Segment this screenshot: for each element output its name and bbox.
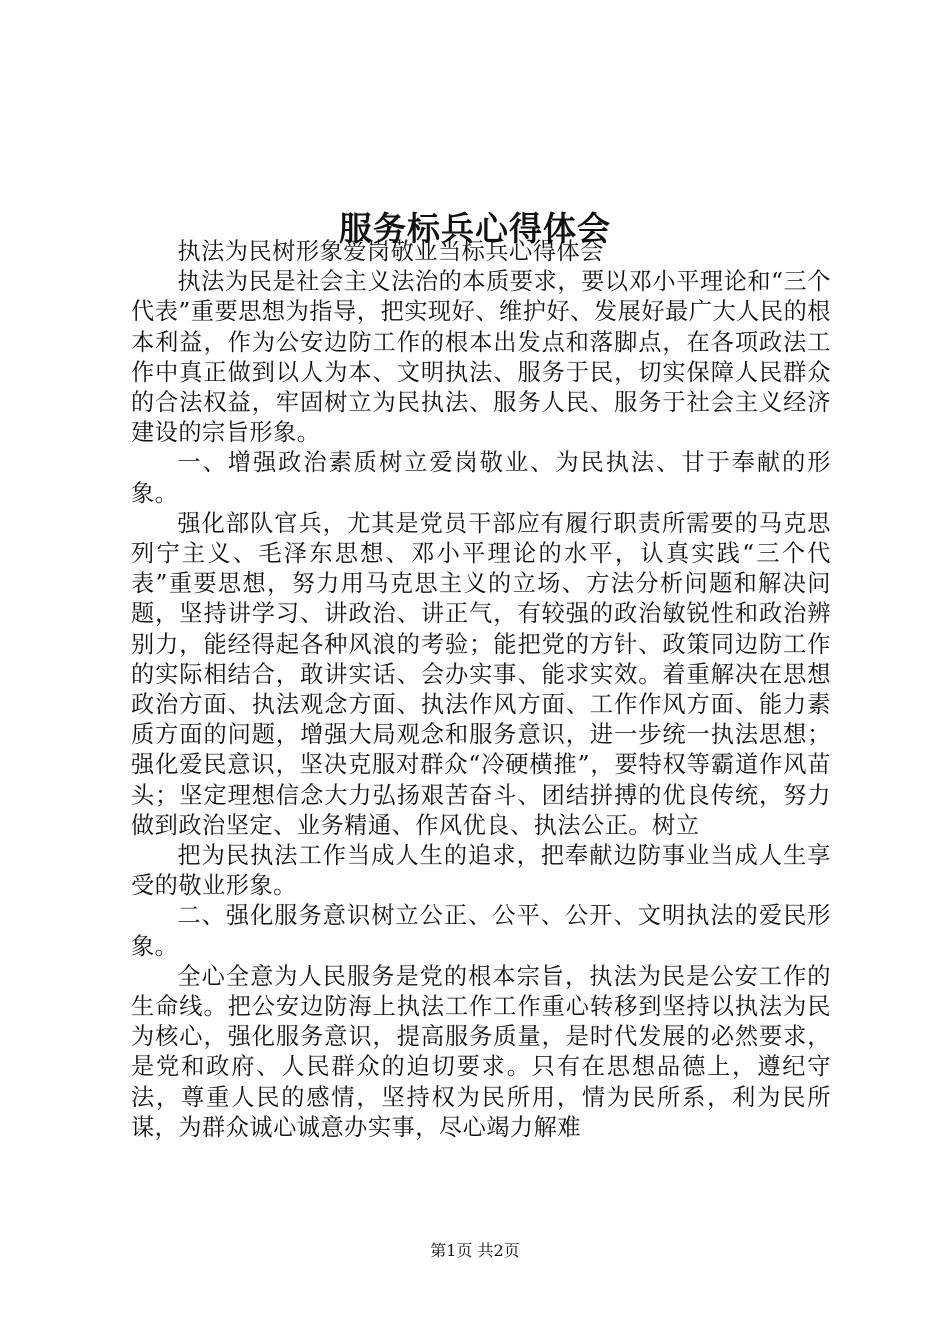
paragraph-subtitle: 执法为民树形象爱岗敬业当标兵心得体会 [177, 238, 604, 265]
paragraph-intro: 执法为民是社会主义法治的本质要求，要以邓小平理论和“三个代表”重要思想为指导，把实现好、维护好、发展好最广大人民的根本利益，作为公安边防工作的根本出发点和落脚点，在各项政法工作中真正做到以人为本、文明执法、服务于民，切实保障人民群众的合法权益，牢固树立为民执法、服务人民、服务于社会主义经济建设的宗旨形象。 [131, 268, 831, 447]
paragraph-section-one-cont: 把为民执法工作当成人生的追求，把奉献边防事业当成人生享受的敬业形象。 [131, 842, 831, 900]
document-body [131, 237, 831, 1143]
paragraph-heading-one: 一、增强政治素质树立爱岗敬业、为民执法、甘于奉献的形象。 [131, 449, 831, 507]
document-title: 服务标兵心得体会 [339, 209, 611, 249]
paragraph-section-two: 全心全意为人民服务是党的根本宗旨，执法为民是公安工作的生命线。把公安边防海上执法工作工作重心转移到坚持以执法为民为核心，强化服务意识，提高服务质量，是时代发展的必然要求，是党和政府、人民群众的迫切要求。只有在思想品德上，遵纪守法，尊重人民的感情，坚持权为民所用，情为民所系，利为民所谋，为群众诚心诚意办实事，尽心竭力解难 [131, 962, 831, 1141]
paragraph-section-one: 强化部队官兵，尤其是党员干部应有履行职责所需要的马克思列宁主义、毛泽东思想、邓小平理论的水平，认真实践“三个代表”重要思想，努力用马克思主义的立场、方法分析问题和解决问题，坚持讲学习、讲政治、讲正气，有较强的政治敏锐性和政治辨别力，能经得起各种风浪的考验；能把党的方针、政策同边防工作的实际相结合，敢讲实话、会办实事、能求实效。着重解决在思想政治方面、执法观念方面、执法作风方面、工作作风方面、能力素质方面的问题，增强大局观念和服务意识，进一步统一执法思想；强化爱民意识，坚决克服对群众“冷硬横推”，要特权等霸道作风苗头；坚定理想信念大力弘扬艰苦奋斗、团结拼搏的优良传统，努力做到政治坚定、业务精通、作风优良、执法公正。树立 [131, 509, 831, 839]
paragraph-heading-two: 二、强化服务意识树立公正、公平、公开、文明执法的爱民形象。 [131, 902, 831, 960]
page-footer: 第1页 共2页 [430, 1241, 520, 1260]
